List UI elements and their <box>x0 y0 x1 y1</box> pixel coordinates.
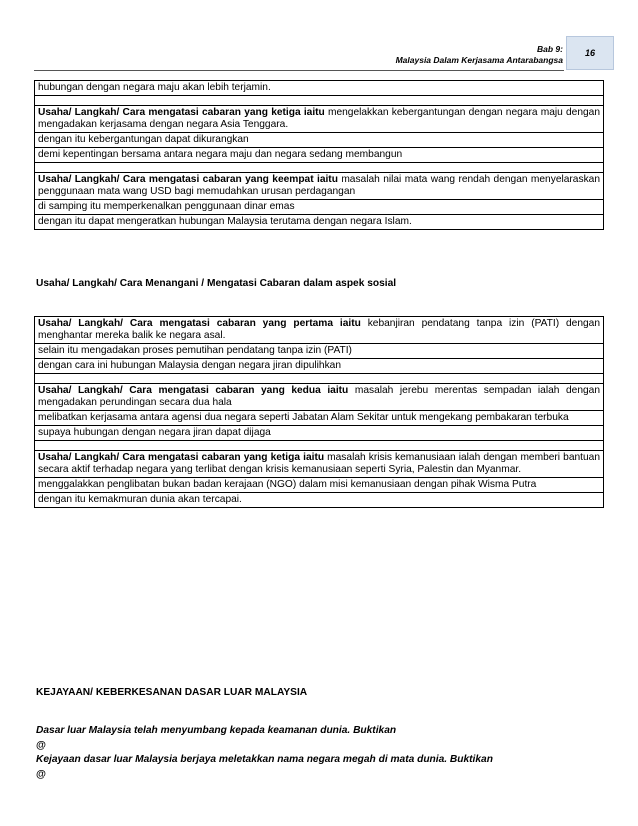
table-row: di samping itu memperkenalkan penggunaan dinar emas <box>35 200 604 215</box>
table-row: selain itu mengadakan proses pemutihan pendatang tanpa izin (PATI) <box>35 344 604 359</box>
table-spacer-row <box>35 96 604 106</box>
measure-text: masalah nilai mata wang rendah dengan menyelaraskan penggunaan mata wang USD bagi memudahkan urusan perdagangan <box>38 174 600 197</box>
header-rule <box>34 70 564 71</box>
table-spacer-row <box>35 441 604 451</box>
table-row: dengan itu kebergantungan dapat dikurangkan <box>35 133 604 148</box>
page-number-box <box>566 36 614 70</box>
table-row: dengan itu kemakmuran dunia akan tercapai. <box>35 493 604 508</box>
table-row: dengan itu dapat mengeratkan hubungan Malaysia terutama dengan negara Islam. <box>35 215 604 230</box>
page-number: 16 <box>584 48 595 58</box>
measure-text: mengelakkan kebergantungan dengan negara maju dengan mengadakan kerjasama dengan negara Asia Tenggara. <box>38 107 600 130</box>
measure-lead: Usaha/ Langkah/ Cara mengatasi cabaran yang pertama iaitu <box>38 318 361 329</box>
chapter-title: Malaysia Dalam Kerjasama Antarabangsa <box>395 55 563 65</box>
question-2: Kejayaan dasar luar Malaysia berjaya meletakkan nama negara megah di mata dunia. Buktikan <box>36 754 493 765</box>
measure-lead: Usaha/ Langkah/ Cara mengatasi cabaran yang kedua iaitu <box>38 385 349 396</box>
table-row: melibatkan kerjasama antara agensi dua negara seperti Jabatan Alam Sekitar untuk mengekang pembakaran terbuka <box>35 411 604 426</box>
chapter-header <box>396 44 563 66</box>
table-row: demi kepentingan bersama antara negara maju dan negara sedang membangun <box>35 148 604 163</box>
measure-lead: Usaha/ Langkah/ Cara mengatasi cabaran yang ketiga iaitu <box>38 107 325 118</box>
table-row: hubungan dengan negara maju akan lebih terjamin. <box>35 81 604 96</box>
social-section-heading: Usaha/ Langkah/ Cara Menangani / Mengatasi Cabaran dalam aspek sosial <box>36 278 397 289</box>
measure-text: kebanjiran pendatang tanpa izin (PATI) dengan menghantar mereka balik ke negara asal. <box>38 318 600 341</box>
table-row: menggalakkan penglibatan bukan badan kerajaan (NGO) dalam misi kemanusiaan dengan pihak Wisma Putra <box>35 478 604 493</box>
table-row <box>35 384 604 411</box>
table-row <box>35 451 604 478</box>
measure-lead: Usaha/ Langkah/ Cara mengatasi cabaran yang keempat iaitu <box>38 174 338 185</box>
economic-measures-table <box>34 80 604 230</box>
table-spacer-row <box>35 374 604 384</box>
chapter-number: Bab 9: <box>537 44 563 54</box>
measure-lead: Usaha/ Langkah/ Cara mengatasi cabaran yang ketiga iaitu <box>38 452 325 463</box>
table-row <box>35 173 604 200</box>
table-spacer-row <box>35 163 604 173</box>
table-row <box>35 106 604 133</box>
measure-text: masalah jerebu merentas sempadan ialah dengan mengadakan perundingan secara dua hala <box>38 385 600 408</box>
answer-1-marker: @ <box>36 740 46 751</box>
table-row <box>35 317 604 344</box>
table-row: dengan cara ini hubungan Malaysia dengan negara jiran dipulihkan <box>35 359 604 374</box>
measure-text: masalah krisis kemanusiaan ialah dengan memberi bantuan secara aktif terhadap negara yang terlibat dengan krisis kemanusiaan seperti Syria, Palestin dan Myanmar. <box>38 452 600 475</box>
social-measures-table <box>34 316 604 508</box>
answer-2-marker: @ <box>36 769 46 780</box>
table-row: supaya hubungan dengan negara jiran dapat dijaga <box>35 426 604 441</box>
achievement-heading: KEJAYAAN/ KEBERKESANAN DASAR LUAR MALAYSIA <box>36 687 308 698</box>
question-1: Dasar luar Malaysia telah menyumbang kepada keamanan dunia. Buktikan <box>36 725 397 736</box>
